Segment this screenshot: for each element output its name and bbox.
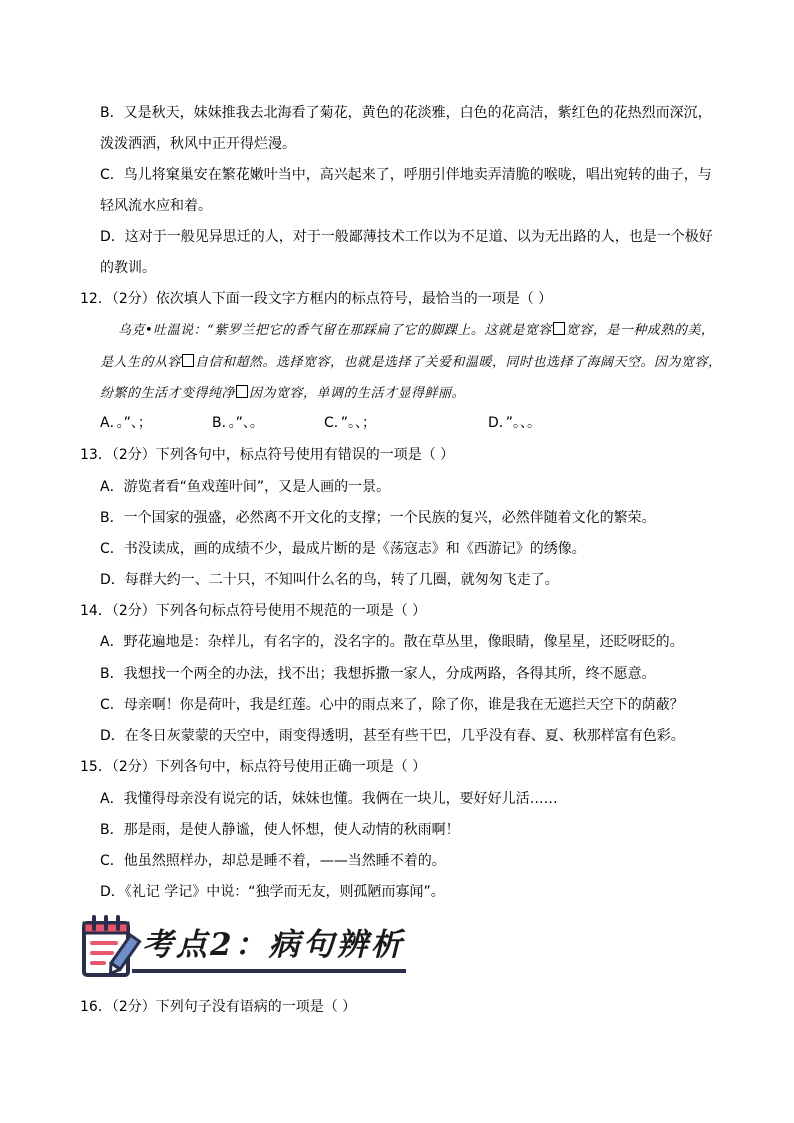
q12-option-a: A．。”、； xyxy=(100,415,152,431)
q12-option-d: D．”。、。 xyxy=(488,415,542,431)
q13-option-c: C．书没读成，画的成绩不少，最成片断的是《荡寇志》和《西游记》的绣像。 xyxy=(100,541,586,557)
banner-underline xyxy=(132,969,406,973)
q15-option-c: C．他虽然照样办，却总是睡不着，——当然睡不着的。 xyxy=(100,853,446,869)
q12-quote-line-2 xyxy=(100,354,722,372)
section-banner xyxy=(80,915,410,979)
blank-box xyxy=(182,354,194,367)
q14-option-c: C．母亲啊！你是荷叶，我是红莲。心中的雨点来了，除了你，谁是我在无遮拦天空下的荫蔽？ xyxy=(100,697,684,713)
q12-quote-1b: 宽容，是一种成熟的美， xyxy=(565,323,715,338)
q13-option-b: B．一个国家的强盛，必然离不开文化的支撑；一个民族的复兴，必然伴随着文化的繁荣。 xyxy=(100,510,656,526)
q13-option-a: A．游览者看“鱼戏莲叶间”，又是人画的一景。 xyxy=(100,479,391,495)
q16-stem: 16．（2分）下列句子没有语病的一项是（ ） xyxy=(80,999,357,1015)
q12-stem: 12．（2分）依次填人下面一段文字方框内的标点符号，最恰当的一项是（ ） xyxy=(80,291,553,307)
q12-quote-2a: 是人生的从容 xyxy=(100,355,182,370)
q15-option-d: D．《礼记 学记》中说：“独学而无友，则孤陋而寡闻”。 xyxy=(100,884,445,900)
q15-option-b: B．那是雨，是使人静谧，使人怀想，使人动情的秋雨啊！ xyxy=(100,822,460,838)
q11-option-d: D．这对于一般见异思迁的人，对于一般鄙薄技术工作以为不足道、以为无出路的人，也是一个极好 xyxy=(100,229,713,245)
q12-option-b: B．。”、。 xyxy=(212,415,264,431)
q12-options xyxy=(100,414,570,432)
blank-box xyxy=(553,322,565,335)
q12-quote-2b: 自信和超然。选择宽容，也就是选择了关爱和温暖，同时也选择了海阔天空。因为宽容， xyxy=(195,355,722,370)
q15-stem: 15．（2分）下列各句中，标点符号使用正确一项是（ ） xyxy=(80,759,427,775)
q13-stem: 13．（2分）下列各句中，标点符号使用有错误的一项是（ ） xyxy=(80,447,455,463)
q12-option-c: C．”。、； xyxy=(324,415,377,431)
q14-option-a: A．野花遍地是：杂样儿，有名字的，没名字的。散在草丛里，像眼睛，像星星，还眨呀眨的。 xyxy=(100,634,684,650)
q14-stem: 14．（2分）下列各句标点符号使用不规范的一项是（ ） xyxy=(80,603,427,619)
q12-quote-3b: 因为宽容，单调的生活才显得鲜丽。 xyxy=(249,386,466,401)
q15-option-a: A．我懂得母亲没有说完的话，妹妹也懂。我俩在一块儿，要好好儿活…… xyxy=(100,791,558,807)
q13-option-d: D．每群大约一、二十只，不知叫什么名的鸟，转了几圈，就匆匆飞走了。 xyxy=(100,572,559,588)
q11-option-c: C．鸟儿将窠巢安在繁花嫩叶当中，高兴起来了，呼朋引伴地卖弄清脆的喉咙，唱出宛转的曲子，与 xyxy=(100,167,712,183)
section-title: 考点2：病句辨析 xyxy=(142,927,405,963)
q14-option-d: D．在冬日灰蒙蒙的天空中，雨变得透明，甚至有些干巴，几乎没有春、夏、秋那样富有色彩。 xyxy=(100,728,685,744)
q11-option-c-cont: 轻风流水应和着。 xyxy=(100,198,212,214)
q11-option-b-cont: 泼泼洒洒，秋风中正开得烂漫。 xyxy=(100,136,296,152)
q12-quote-line-3 xyxy=(100,385,465,403)
q11-option-d-cont: 的教训。 xyxy=(100,260,156,276)
q12-quote-line-1 xyxy=(118,322,714,340)
q14-option-b: B．我想找一个两全的办法，找不出；我想拆撒一家人，分成两路，各得其所，终不愿意。 xyxy=(100,666,656,682)
q12-quote-3a: 纷繁的生活才变得纯净 xyxy=(100,386,236,401)
blank-box xyxy=(236,385,248,398)
q12-quote-1a: 乌克•吐温说：“紫罗兰把它的香气留在那踩扁了它的脚踝上。这就是宽容 xyxy=(118,323,552,338)
q11-option-b: B．又是秋天，妹妹推我去北海看了菊花，黄色的花淡雅，白色的花高洁，紫红色的花热烈而深沉， xyxy=(100,105,712,121)
